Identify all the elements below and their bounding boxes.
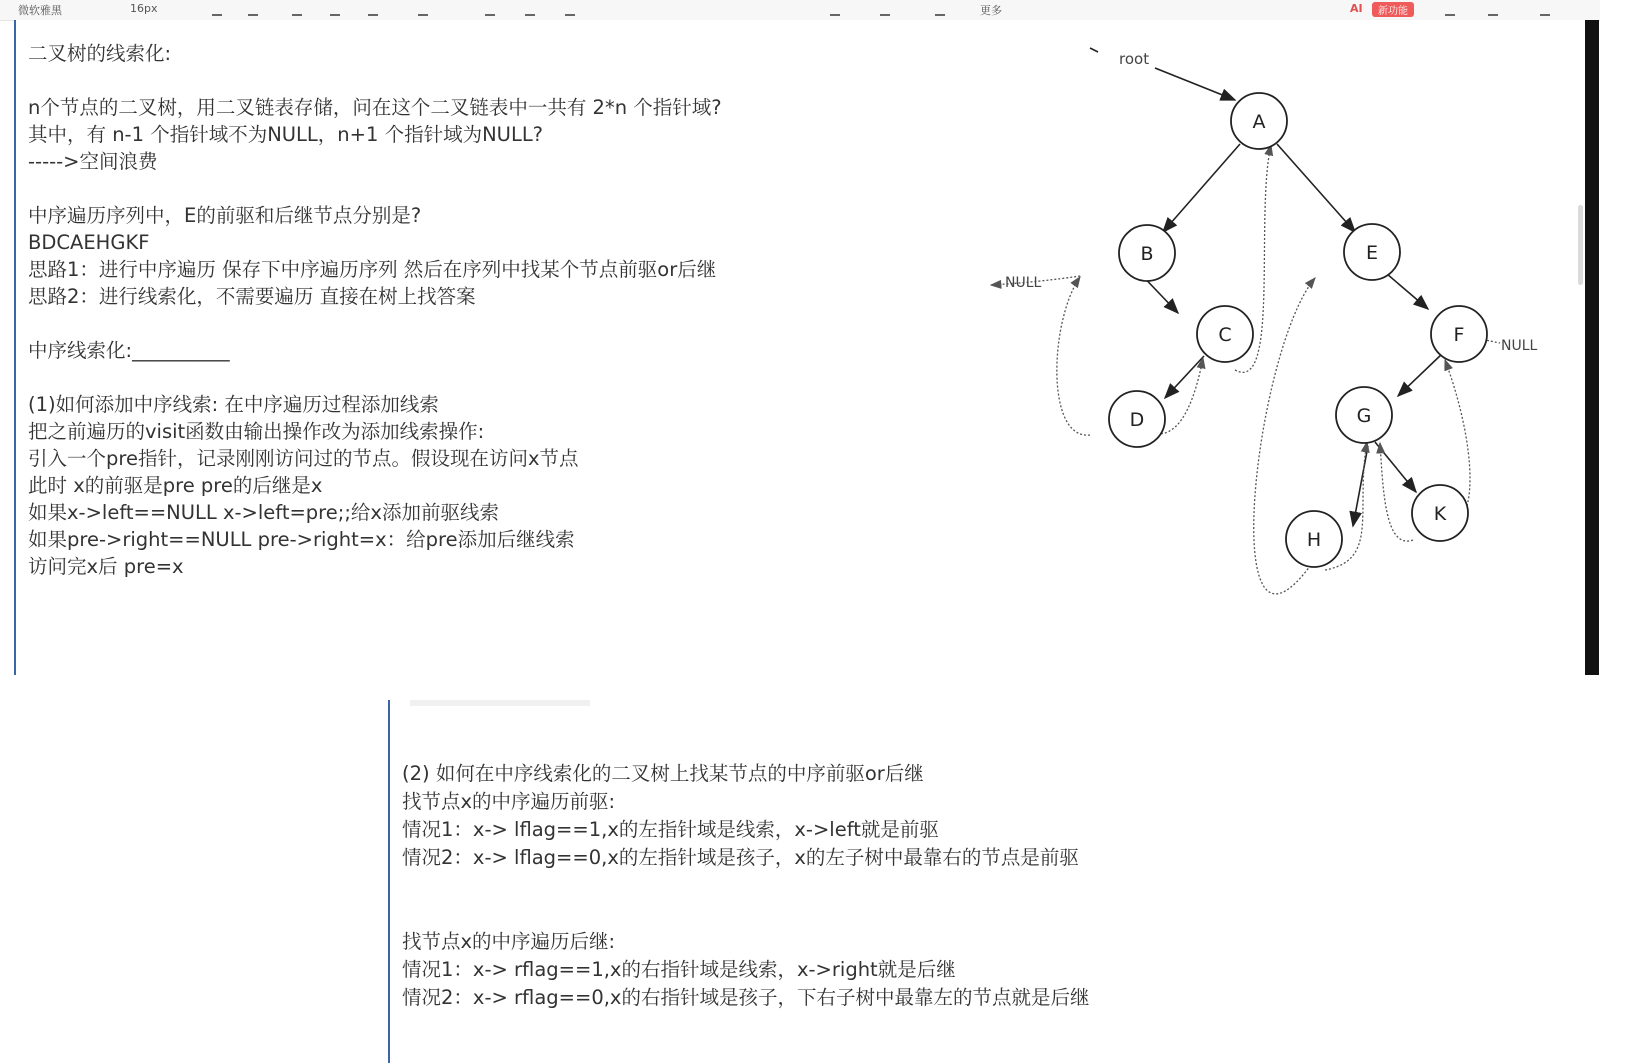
align-icon[interactable] <box>418 6 428 16</box>
format-icon[interactable] <box>212 6 222 16</box>
text-line: 访问完x后 pre=x <box>28 555 184 578</box>
tree-node-labels <box>1130 111 1465 551</box>
text-line: 思路2：进行线索化，不需要遍历 直接在树上找答案 <box>28 285 476 308</box>
tree-edges <box>1135 144 1443 526</box>
threaded-tree-diagram <box>835 20 1585 675</box>
window-edge <box>1585 20 1599 675</box>
text-line: (2) 如何在中序线索化的二叉树上找某节点的中序前驱or后继 <box>402 762 924 785</box>
text-line: n个节点的二叉树，用二叉链表存储，问在这个二叉链表中一共有 2*n 个指针域? <box>28 96 722 119</box>
font-family-select[interactable]: 微软雅黑 <box>18 4 62 17</box>
image-icon[interactable] <box>935 6 945 16</box>
node-e: E <box>1365 242 1379 264</box>
text-line: BDCAEHGKF <box>28 231 150 254</box>
scrollbar-thumb[interactable] <box>1578 205 1583 285</box>
text-line: 思路1：进行中序遍历 保存下中序遍历序列 然后在序列中找某个节点前驱or后继 <box>28 258 717 281</box>
text-line: 情况2：x-> lflag==0,x的左指针域是孩子，x的左子树中最靠右的节点是前驱 <box>402 846 1079 869</box>
text-line: ----->空间浪费 <box>28 150 158 173</box>
node-a: A <box>1252 111 1266 133</box>
collapse-icon[interactable] <box>1540 6 1550 16</box>
text-line: 二叉树的线索化: <box>28 42 172 65</box>
node-k: K <box>1433 503 1447 525</box>
node-d: D <box>1129 409 1145 431</box>
notes-panel-top[interactable] <box>14 20 837 675</box>
tree-diagram-panel <box>835 20 1585 675</box>
root-pointer-stub <box>1090 48 1098 52</box>
editor-toolbar <box>0 0 1600 21</box>
text-line: 找节点x的中序遍历前驱: <box>402 790 616 813</box>
text-line: (1)如何添加中序线索: 在中序遍历过程添加线索 <box>28 393 439 416</box>
indent-icon[interactable] <box>565 6 575 16</box>
underline-icon[interactable] <box>330 6 340 16</box>
text-line: 情况1：x-> rflag==1,x的右指针域是线索，x->right就是后继 <box>402 958 956 981</box>
text-line: 情况1：x-> lflag==1,x的左指针域是线索，x->left就是前驱 <box>402 818 939 841</box>
list-icon[interactable] <box>368 6 378 16</box>
node-h: H <box>1306 529 1322 551</box>
text-line: 如果x->left==NULL x->left=pre;;给x添加前驱线索 <box>28 501 499 524</box>
share-icon[interactable] <box>1488 6 1498 16</box>
notes-panel-bottom[interactable] <box>388 700 1634 1063</box>
null-label-right: NULL <box>1501 338 1538 354</box>
clipped-line <box>410 700 590 706</box>
more-button[interactable]: 更多 <box>980 4 1002 17</box>
ai-badge[interactable]: 新功能 <box>1372 2 1414 17</box>
panel-gap <box>0 675 1634 700</box>
text-line: 找节点x的中序遍历后继: <box>402 930 616 953</box>
text-line: 引入一个pre指针，记录刚刚访问过的节点。假设现在访问x节点 <box>28 447 579 470</box>
text-line: 其中，有 n-1 个指针域不为NULL，n+1 个指针域为NULL? <box>28 123 544 146</box>
node-g: G <box>1356 405 1372 427</box>
text-line: 把之前遍历的visit函数由输出操作改为添加线索操作: <box>28 420 485 443</box>
highlight-icon[interactable] <box>525 6 535 16</box>
node-b: B <box>1140 243 1154 265</box>
italic-icon[interactable] <box>248 6 258 16</box>
text-line: 中序线索化:__________ <box>28 339 230 362</box>
search-icon[interactable] <box>1445 6 1455 16</box>
tree-nodes <box>1109 93 1487 567</box>
link-icon[interactable] <box>830 6 840 16</box>
node-c: C <box>1218 324 1232 346</box>
table-icon[interactable] <box>880 6 890 16</box>
root-label: root <box>1119 50 1150 68</box>
text-line: 如果pre->right==NULL pre->right=x：给pre添加后继线索 <box>28 528 575 551</box>
ai-label[interactable]: AI <box>1350 2 1363 15</box>
text-line: 中序遍历序列中，E的前驱和后继节点分别是? <box>28 204 422 227</box>
font-size-select[interactable]: 16px <box>130 2 158 15</box>
root-arrow <box>1155 68 1235 100</box>
node-f: F <box>1453 324 1465 346</box>
text-line: 此时 x的前驱是pre pre的后继是x <box>28 474 323 497</box>
null-label-left: NULL <box>1005 275 1042 291</box>
strikethrough-icon[interactable] <box>292 6 302 16</box>
text-line: 情况2：x-> rflag==0,x的右指针域是孩子，下右子树中最靠左的节点就是后继 <box>402 986 1090 1009</box>
text-color-icon[interactable] <box>485 6 495 16</box>
